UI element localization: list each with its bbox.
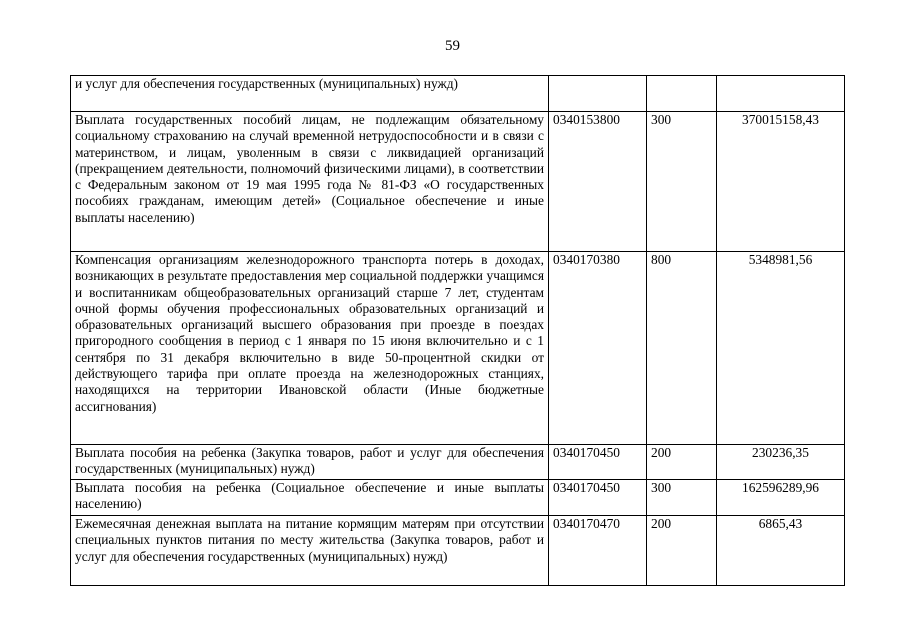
- row-description: Выплата пособия на ребенка (Закупка товаров, работ и услуг для обеспечения государственных (муниципальных) нужд): [71, 445, 549, 480]
- row-expense-kind: 200: [647, 445, 717, 480]
- row-expense-kind: 300: [647, 112, 717, 252]
- row-expense-kind: 300: [647, 480, 717, 516]
- row-amount: 162596289,96: [717, 480, 845, 516]
- row-description: Выплата пособия на ребенка (Социальное обеспечение и иные выплаты населению): [71, 480, 549, 516]
- table-row: [71, 516, 845, 586]
- row-target-code: 0340170380: [549, 252, 647, 445]
- page-number: 59: [445, 38, 460, 54]
- row-amount: [717, 76, 845, 112]
- row-target-code: 0340153800: [549, 112, 647, 252]
- row-description: Выплата государственных пособий лицам, не подлежащим обязательному социальному страхованию на случай временной нетрудоспособности и в связи с материнством, и лицам, уволенным в связи с ликвидацией организаций (прекращением деятельности, полномочий физическими лицами), в соответствии с Федеральным законом от 19 мая 1995 года № 81-ФЗ «О государственных пособиях гражданам, имеющим детей» (Социальное обеспечение и иные выплаты населению): [71, 112, 549, 252]
- row-target-code: [549, 76, 647, 112]
- row-expense-kind: 200: [647, 516, 717, 586]
- table-row: [71, 445, 845, 480]
- row-amount: 6865,43: [717, 516, 845, 586]
- budget-table: [70, 75, 845, 586]
- row-description: Компенсация организациям железнодорожного транспорта потерь в доходах, возникающих в результате предоставления мер социальной поддержки учащимся и воспитанникам общеобразовательных организаций старше 7 лет, студентам очной формы обучения профессиональных образовательных организаций и образовательных организаций высшего образования при проезде в поездах пригородного сообщения в период с 1 января по 15 июня включительно и с 1 сентября по 31 декабря включительно в виде 50-процентной скидки от действующего тарифа при оплате проезда на железнодорожных станциях, находящихся на территории Ивановской области (Иные бюджетные ассигнования): [71, 252, 549, 445]
- row-amount: 230236,35: [717, 445, 845, 480]
- row-description: Ежемесячная денежная выплата на питание кормящим матерям при отсутствии специальных пунктов питания по месту жительства (Закупка товаров, работ и услуг для обеспечения государственных (муниципальных) нужд): [71, 516, 549, 586]
- row-expense-kind: [647, 76, 717, 112]
- table-row: [71, 252, 845, 445]
- table-row: [71, 480, 845, 516]
- row-target-code: 0340170470: [549, 516, 647, 586]
- row-expense-kind: 800: [647, 252, 717, 445]
- table-row: [71, 112, 845, 252]
- row-description: и услуг для обеспечения государственных (муниципальных) нужд): [71, 76, 549, 112]
- table-row: [71, 76, 845, 112]
- row-amount: 5348981,56: [717, 252, 845, 445]
- row-target-code: 0340170450: [549, 445, 647, 480]
- row-target-code: 0340170450: [549, 480, 647, 516]
- row-amount: 370015158,43: [717, 112, 845, 252]
